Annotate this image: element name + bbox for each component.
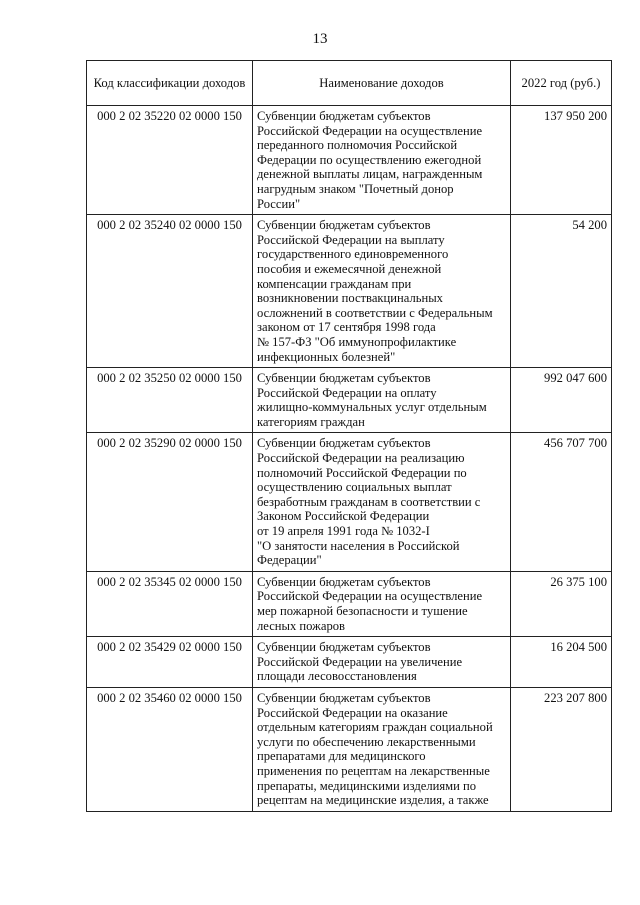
income-name-line: Федерации по осуществлению ежегодной [257, 152, 482, 167]
income-name-line: Субвенции бюджетам субъектов [257, 109, 431, 123]
income-amount: 16 204 500 [511, 637, 612, 688]
income-name-line: препаратами для медицинского [257, 749, 426, 764]
income-name-line: отдельным категориям граждан социальной [257, 720, 493, 735]
income-code: 000 2 02 35250 02 0000 150 [87, 368, 253, 433]
income-name-line: пособия и ежемесячной денежной [257, 261, 442, 276]
income-code: 000 2 02 35460 02 0000 150 [87, 687, 253, 811]
income-amount: 992 047 600 [511, 368, 612, 433]
income-name-line: Российской Федерации на выплату [257, 232, 445, 247]
income-name-line: площади лесовосстановления [257, 669, 417, 684]
income-name-line: полномочий Российской Федерации по [257, 465, 467, 480]
income-name-line: мер пожарной безопасности и тушение [257, 604, 468, 618]
income-name-line: применения по рецептам на лекарственные [257, 763, 490, 778]
income-name-line: Законом Российской Федерации [257, 509, 430, 524]
income-name [253, 637, 511, 688]
income-name-line: Субвенции бюджетам субъектов [257, 371, 431, 386]
income-name-line: рецептам на медицинские изделия, а также [257, 793, 489, 808]
income-name [253, 433, 511, 571]
income-name-line: Российской Федерации на увеличение [257, 654, 463, 669]
table-row [87, 215, 612, 368]
table-row [87, 106, 612, 215]
income-name-line: Российской Федерации на осуществление [257, 589, 483, 604]
page-number: 13 [312, 31, 328, 47]
income-name-line: категориям граждан [257, 414, 365, 429]
income-name-line: денежной выплаты лицам, награжденным [257, 167, 483, 182]
income-name-line: государственного единовременного [257, 247, 449, 262]
income-name-line: инфекционных болезней" [257, 349, 396, 364]
header-code: Код классификации доходов [87, 61, 253, 106]
income-name-line: препараты, медицинскими изделиями по [257, 778, 477, 793]
income-name-line: жилищно-коммунальных услуг отдельным [257, 400, 487, 415]
income-name-line: "О занятости населения в Российской [257, 538, 460, 553]
header-amount: 2022 год (руб.) [511, 61, 612, 106]
income-name-line: лесных пожаров [257, 618, 345, 633]
income-name-line: осложнений в соответствии с Федеральным [257, 305, 493, 320]
income-name-line: от 19 апреля 1991 года № 1032-I [257, 524, 430, 539]
income-name [253, 687, 511, 811]
income-name-line: Субвенции бюджетам субъектов [257, 218, 431, 233]
income-code: 000 2 02 35290 02 0000 150 [87, 433, 253, 571]
income-name-line: законом от 17 сентября 1998 года [257, 320, 436, 335]
income-name-line: безработным гражданам в соответствии с [257, 494, 481, 509]
income-name-line: Российской Федерации на оплату [257, 385, 437, 400]
income-name-line: осуществлению социальных выплат [257, 480, 452, 495]
income-name-line: Субвенции бюджетам субъектов [257, 436, 431, 451]
income-name-line: Российской Федерации на оказание [257, 705, 448, 720]
income-code: 000 2 02 35220 02 0000 150 [87, 106, 253, 215]
income-code: 000 2 02 35429 02 0000 150 [87, 637, 253, 688]
income-amount: 456 707 700 [511, 433, 612, 571]
income-name [253, 571, 511, 636]
income-code: 000 2 02 35345 02 0000 150 [87, 571, 253, 636]
income-name-line: возникновении поствакцинальных [257, 291, 443, 306]
table-row [87, 433, 612, 571]
income-name [253, 368, 511, 433]
income-name-line: России" [257, 196, 301, 211]
table-row [87, 571, 612, 636]
table-row [87, 368, 612, 433]
table-header-row [87, 61, 612, 106]
income-table [86, 60, 612, 812]
income-name-line: Федерации" [257, 553, 322, 568]
income-amount: 223 207 800 [511, 687, 612, 811]
income-code: 000 2 02 35240 02 0000 150 [87, 215, 253, 368]
income-name-line: Российской Федерации на реализацию [257, 451, 465, 466]
income-name-line: компенсации гражданам при [257, 276, 412, 291]
income-name [253, 215, 511, 368]
income-name-line: Субвенции бюджетам субъектов [257, 690, 431, 705]
header-name: Наименование доходов [253, 61, 511, 106]
income-amount: 26 375 100 [511, 571, 612, 636]
table-row [87, 637, 612, 688]
income-amount: 54 200 [511, 215, 612, 368]
income-name-line: нагрудным знаком "Почетный донор [257, 181, 454, 196]
income-name-line: переданного полномочия Российской [257, 138, 458, 153]
table-row [87, 687, 612, 811]
income-name-line: Российской Федерации на осуществление [257, 123, 483, 138]
income-name [253, 106, 511, 215]
income-name-line: Субвенции бюджетам субъектов [257, 574, 431, 589]
income-name-line: Субвенции бюджетам субъектов [257, 640, 431, 655]
income-amount: 137 950 200 [511, 106, 612, 215]
income-name-line: № 157-ФЗ "Об иммунопрофилактике [257, 334, 457, 349]
income-name-line: услуги по обеспечению лекарственными [257, 734, 476, 749]
